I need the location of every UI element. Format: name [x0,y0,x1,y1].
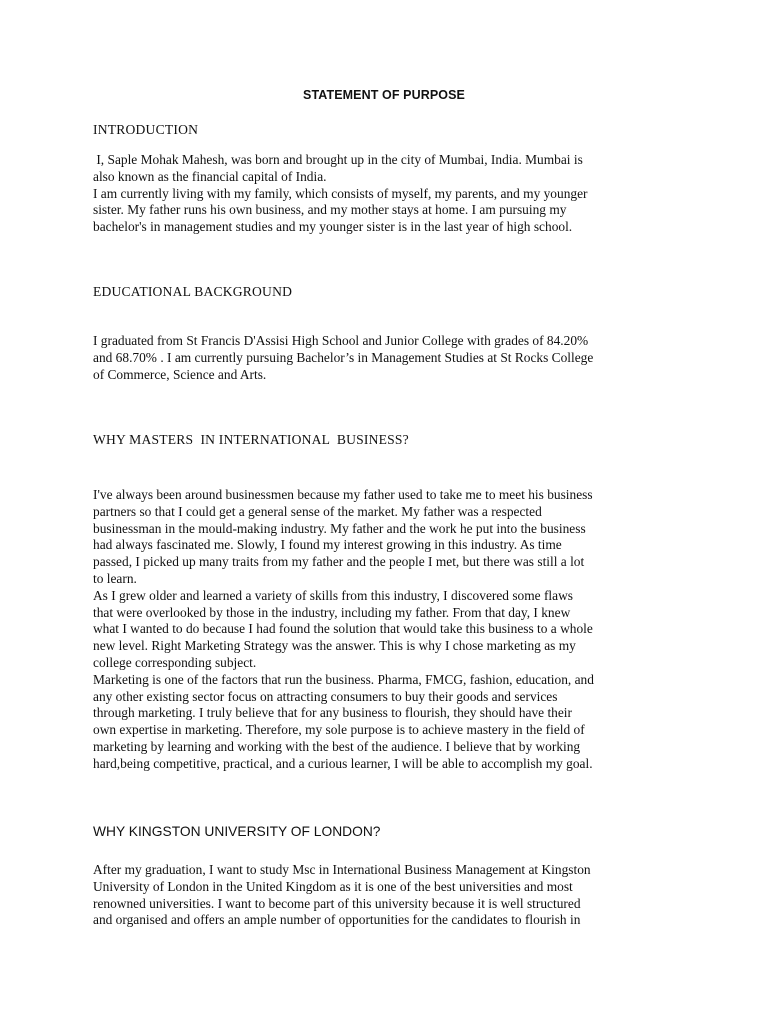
paragraph-line: University of London in the United Kingdom as it is one of the best universities and most [93,878,573,894]
section-heading-why-kingston: WHY KINGSTON UNIVERSITY OF LONDON? [93,824,381,839]
paragraph-line: any other existing sector focus on attracting consumers to buy their goods and services [93,688,558,704]
paragraph-line: partners so that I could get a general sense of the market. My father was a respected [93,503,542,519]
paragraph-line: I am currently living with my family, which consists of myself, my parents, and my younger [93,185,588,201]
paragraph-line: I, Saple Mohak Mahesh, was born and brought up in the city of Mumbai, India. Mumbai is [93,152,583,167]
paragraph-line: college corresponding subject. [93,654,257,670]
paragraph-line: and organised and offers an ample number of opportunities for the candidates to flourish in [93,912,581,928]
paragraph-line: what I wanted to do because I had found the solution that would take this business to a whole [93,621,593,637]
paragraph-line: After my graduation, I want to study Msc in International Business Management at Kingston [93,862,591,877]
paragraph-line: I've always been around businessmen because my father used to take me to meet his business [93,487,593,502]
educational-background-paragraph [93,333,688,383]
paragraph-line: and 68.70% . I am currently pursuing Bachelor’s in Management Studies at St Rocks College [93,349,594,365]
paragraph-line: bachelor's in management studies and my younger sister is in the last year of high school. [93,219,573,235]
introduction-paragraph [93,152,688,236]
paragraph-line: to learn. [93,570,137,586]
why-kingston-paragraph [93,862,688,929]
section-heading-educational-background: EDUCATIONAL BACKGROUND [93,284,293,299]
paragraph-line: I graduated from St Francis D'Assisi High School and Junior College with grades of 84.20% [93,333,589,348]
why-masters-paragraph [93,487,688,773]
paragraph-line: As I grew older and learned a variety of skills from this industry, I discovered some flaws [93,587,573,603]
paragraph-line: hard,being competitive, practical, and a curious learner, I will be able to accomplish my goal. [93,755,593,771]
paragraph-line: of Commerce, Science and Arts. [93,366,267,382]
paragraph-line: Marketing is one of the factors that run the business. Pharma, FMCG, fashion, education, and [93,671,594,687]
paragraph-line: businessman in the mould-making industry. My father and the work he put into the business [93,520,586,536]
paragraph-line: own expertise in marketing. Therefore, my sole purpose is to achieve mastery in the field of [93,722,585,738]
paragraph-line: that were overlooked by those in the industry, including my father. From that day, I knew [93,604,571,620]
paragraph-line: also known as the financial capital of India. [93,168,327,184]
paragraph-line: through marketing. I truly believe that for any business to flourish, they should have their [93,705,572,721]
paragraph-line: renowned universities. I want to become part of this university because it is well structured [93,895,581,911]
section-heading-why-masters: WHY MASTERS IN INTERNATIONAL BUSINESS? [93,432,409,447]
document-title: STATEMENT OF PURPOSE [303,88,465,102]
paragraph-line: passed, I picked up many traits from my father and the people I met, but there was still a lot [93,554,585,570]
paragraph-line: marketing by learning and working with the best of the audience. I believe that by working [93,738,581,754]
paragraph-line: had always fascinated me. Slowly, I found my interest growing in this industry. As time [93,537,562,553]
paragraph-line: new level. Right Marketing Strategy was the answer. This is why I chose marketing as my [93,638,576,654]
paragraph-line: sister. My father runs his own business, and my mother stays at home. I am pursuing my [93,202,567,218]
section-heading-introduction: INTRODUCTION [93,122,199,137]
